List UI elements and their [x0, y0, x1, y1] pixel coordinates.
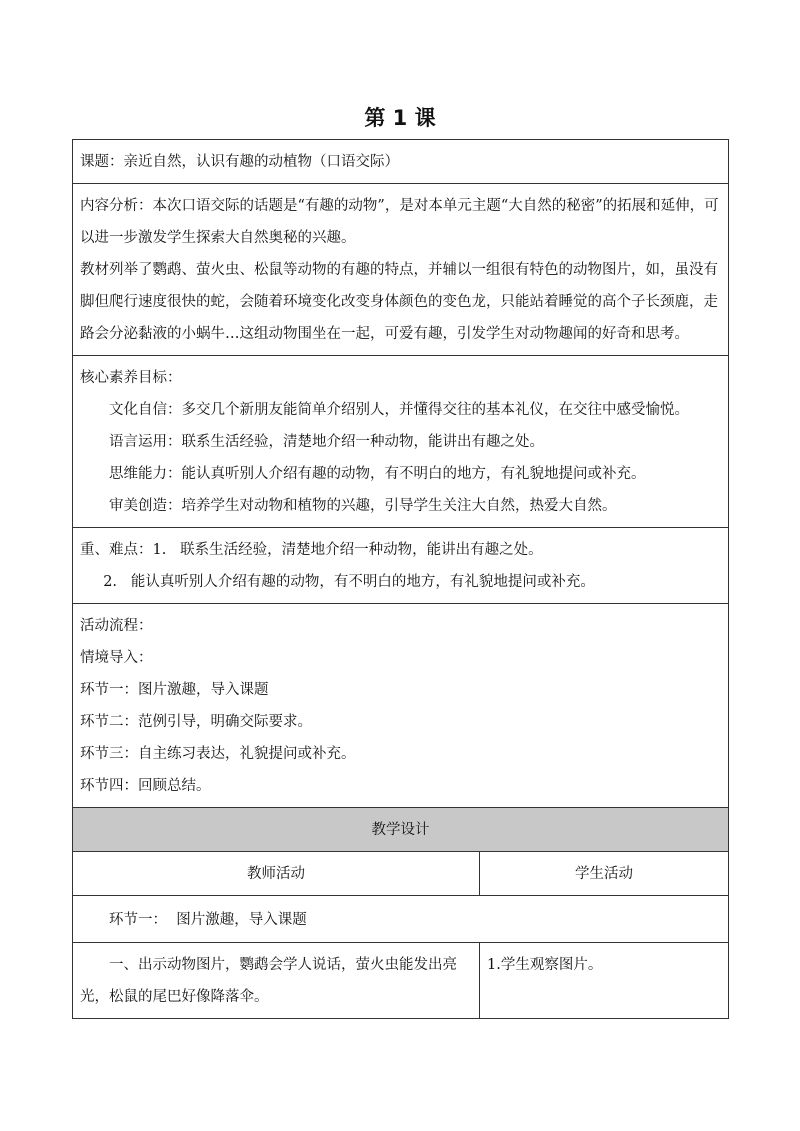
core-goals-row: [73, 356, 729, 528]
section-cell: [73, 896, 729, 943]
activity-flow-row: [73, 604, 729, 808]
section-row: [73, 896, 729, 943]
core-goals-cell: [73, 356, 729, 528]
activity-flow-item: 情境导入：: [80, 650, 153, 666]
topic-text: 课题：亲近自然，认识有趣的动植物（口语交际）: [80, 154, 399, 170]
topic-row: [73, 140, 729, 184]
design-header: 教学设计: [73, 808, 729, 852]
content-analysis-row: [73, 184, 729, 356]
activity-flow-item: 环节一：图片激趣，导入课题: [80, 682, 269, 698]
activity-row: [73, 943, 729, 1019]
activity-flow-item: 环节二：范例引导，明确交际要求。: [80, 714, 312, 730]
student-activity-text: 1.学生观察图片。: [487, 957, 603, 973]
student-activity-cell: [480, 943, 729, 1019]
activity-flow-item: 环节四：回顾总结。: [80, 778, 211, 794]
core-goals-heading: 核心素养目标：: [80, 370, 182, 386]
core-goal-item: 语言运用：联系生活经验，清楚地介绍一种动物，能讲出有趣之处。: [109, 434, 544, 450]
design-header-row: [73, 808, 729, 852]
content-analysis-paragraph: 内容分析：本次口语交际的话题是“有趣的动物”，是对本单元主题“大自然的秘密”的拓展和延伸，可以进一步激发学生探索大自然奥秘的兴趣。: [80, 198, 719, 246]
page-title: 第 1 课: [364, 106, 436, 130]
key-point-item: 重、难点：1. 联系生活经验，清楚地介绍一种动物，能讲出有趣之处。: [80, 542, 543, 558]
teacher-column-header: 教师活动: [73, 852, 480, 896]
topic-cell: [73, 140, 729, 184]
teacher-activity-text: 一、出示动物图片，鹦鹉会学人说话，萤火虫能发出亮光，松鼠的尾巴好像降落伞。: [80, 957, 457, 1005]
key-points-cell: [73, 528, 729, 604]
content-analysis-cell: [73, 184, 729, 356]
section-title: 环节一： 图片激趣，导入课题: [109, 912, 307, 928]
core-goal-item: 文化自信：多交几个新朋友能简单介绍别人，并懂得交往的基本礼仪，在交往中感受愉悦。: [109, 402, 689, 418]
key-point-item: 2. 能认真听别人介绍有趣的动物，有不明白的地方，有礼貌地提问或补充。: [103, 574, 595, 590]
student-column-header: 学生活动: [480, 852, 729, 896]
core-goal-item: 审美创造：培养学生对动物和植物的兴趣，引导学生关注大自然，热爱大自然。: [109, 498, 617, 514]
core-goal-item: 思维能力：能认真听别人介绍有趣的动物，有不明白的地方，有礼貌地提问或补充。: [109, 466, 646, 482]
key-points-row: [73, 528, 729, 604]
activity-flow-cell: [73, 604, 729, 808]
content-analysis-paragraph: 教材列举了鹦鹉、萤火虫、松鼠等动物的有趣的特点，并辅以一组很有特色的动物图片，如，虽没有脚但爬行速度很快的蛇，会随着环境变化改变身体颜色的变色龙，只能站着睡觉的高个子长颈鹿，走路会分泌黏液的小蜗牛…这组动物围坐在一起，可爱有趣，引发学生对动物趣闻的好奇和思考。: [80, 262, 718, 342]
lesson-plan-table: [72, 139, 729, 1019]
activity-flow-item: 环节三：自主练习表达，礼貌提问或补充。: [80, 746, 356, 762]
activity-flow-heading: 活动流程：: [80, 618, 153, 634]
column-header-row: [73, 852, 729, 896]
teacher-activity-cell: [73, 943, 480, 1019]
